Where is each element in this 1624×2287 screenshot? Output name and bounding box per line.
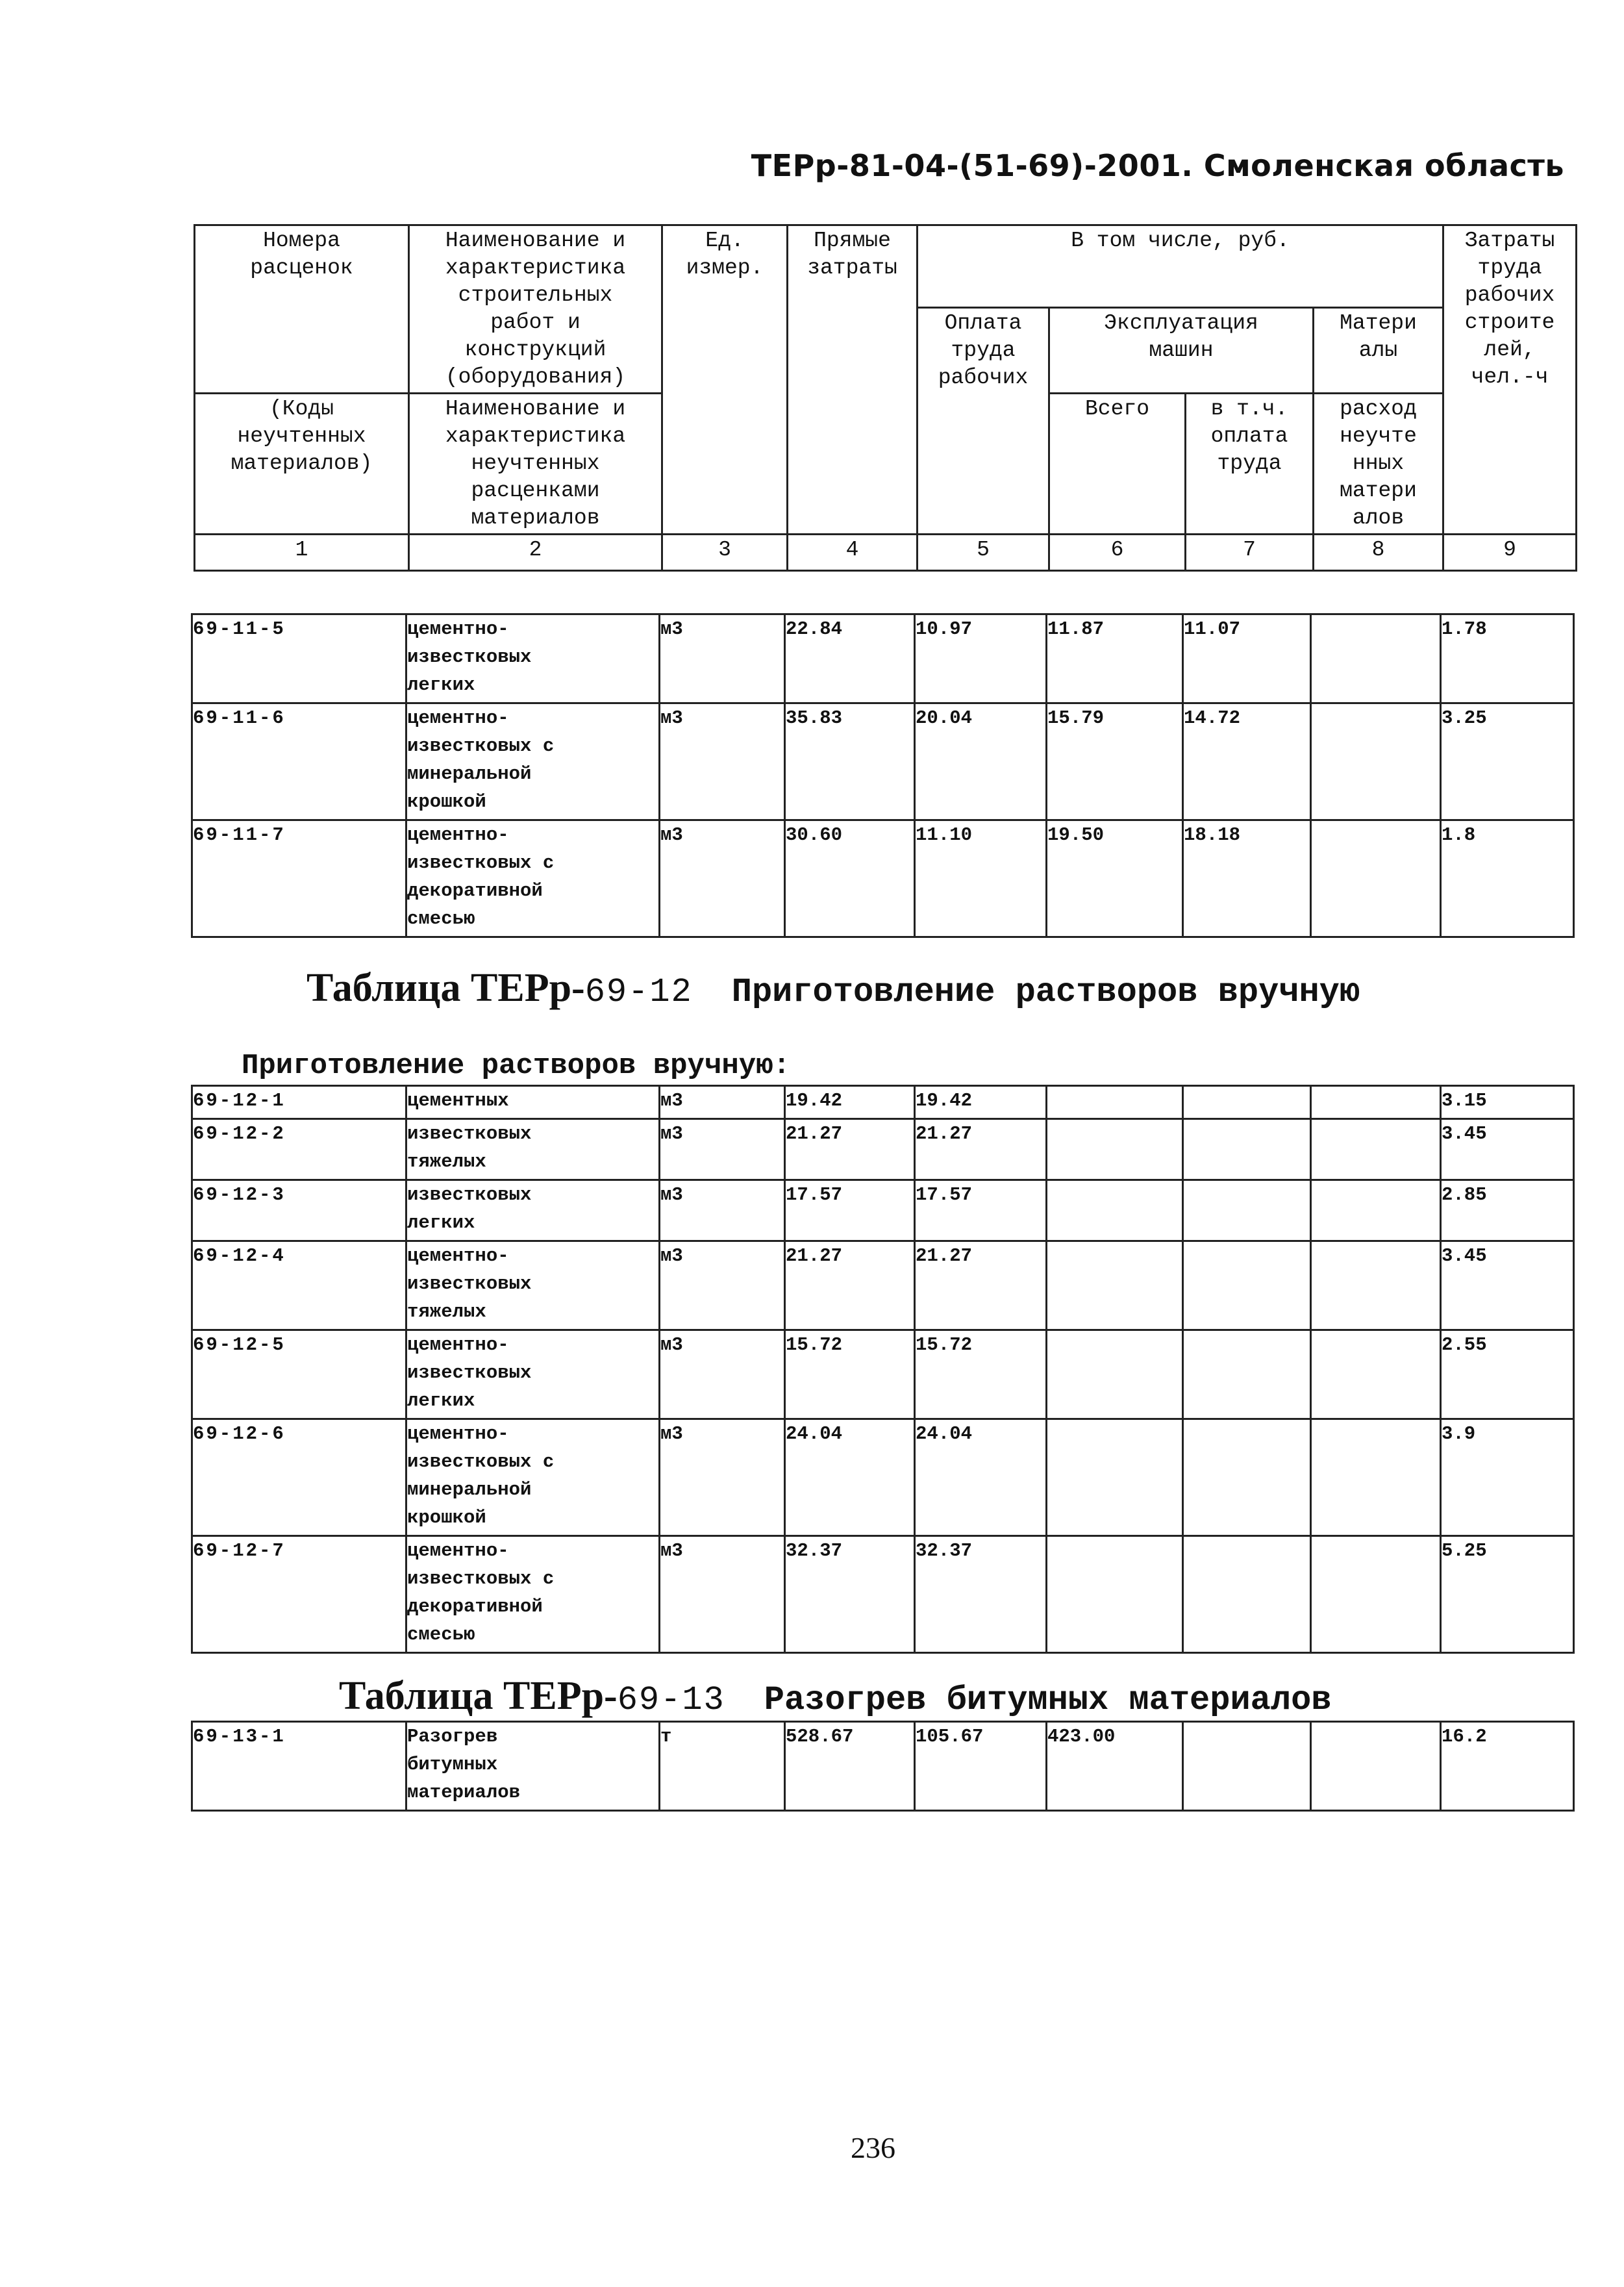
cell-direct: 35.83	[785, 703, 915, 820]
cell-code: 69-12-3	[192, 1180, 406, 1241]
header-machines: Эксплуатация машин	[1049, 308, 1314, 394]
cell-mach-pay: 14.72	[1183, 703, 1311, 820]
cell-mach-pay: 18.18	[1183, 820, 1311, 937]
cell-labor: 3.9	[1441, 1419, 1574, 1536]
cell-unit: м3	[660, 1419, 785, 1536]
column-number: 1	[195, 535, 409, 571]
header-machines-total: Всего	[1049, 394, 1186, 535]
cell-mach: 11.87	[1047, 614, 1183, 703]
cell-mach-pay	[1183, 1419, 1311, 1536]
table-row	[192, 820, 1574, 937]
cell-labor: 1.78	[1441, 614, 1574, 703]
cell-unit: м3	[660, 1119, 785, 1180]
cell-mach	[1047, 1119, 1183, 1180]
cell-labor: 3.25	[1441, 703, 1574, 820]
cell-code: 69-12-6	[192, 1419, 406, 1536]
table-row	[192, 1419, 1574, 1536]
cell-mat	[1311, 1722, 1441, 1811]
cell-direct: 32.37	[785, 1536, 915, 1653]
cell-labor: 1.8	[1441, 820, 1574, 937]
cell-direct: 528.67	[785, 1722, 915, 1811]
header-including: В том числе, руб.	[918, 225, 1443, 308]
cell-mach	[1047, 1330, 1183, 1419]
cell-code: 69-12-7	[192, 1536, 406, 1653]
table-row	[192, 1180, 1574, 1241]
cell-pay: 21.27	[915, 1241, 1047, 1330]
header-labor-pay: Оплата труда рабочих	[918, 308, 1049, 535]
cell-mat	[1311, 703, 1441, 820]
cell-labor: 2.85	[1441, 1180, 1574, 1241]
column-number: 3	[662, 535, 788, 571]
cell-unit: м3	[660, 1330, 785, 1419]
cell-pay: 105.67	[915, 1722, 1047, 1811]
cell-mach-pay	[1183, 1180, 1311, 1241]
cell-mat	[1311, 820, 1441, 937]
cell-direct: 19.42	[785, 1086, 915, 1119]
cell-code: 69-11-7	[192, 820, 406, 937]
cell-mach: 15.79	[1047, 703, 1183, 820]
cell-mach: 423.00	[1047, 1722, 1183, 1811]
table-row	[192, 1241, 1574, 1330]
cell-pay: 15.72	[915, 1330, 1047, 1419]
column-number: 6	[1049, 535, 1186, 571]
document-header: ТЕРр-81-04-(51-69)-2001. Смоленская область	[751, 148, 1564, 183]
cell-pay: 24.04	[915, 1419, 1047, 1536]
cell-direct: 17.57	[785, 1180, 915, 1241]
cell-unit: м3	[660, 703, 785, 820]
header-unit: Ед. измер.	[662, 225, 788, 535]
cell-name: цементно- известковых с декоративной смесью	[406, 1536, 660, 1653]
column-header-table	[194, 224, 1577, 572]
column-number: 7	[1186, 535, 1314, 571]
cell-unit: м3	[660, 820, 785, 937]
cell-unit: т	[660, 1722, 785, 1811]
cell-unit: м3	[660, 614, 785, 703]
table-row	[192, 614, 1574, 703]
cell-mach-pay	[1183, 1536, 1311, 1653]
cell-pay: 32.37	[915, 1536, 1047, 1653]
page-number: 236	[851, 2131, 895, 2164]
header-direct-costs: Прямые затраты	[788, 225, 918, 535]
cell-pay: 11.10	[915, 820, 1047, 937]
table-row	[192, 1086, 1574, 1119]
cell-mat	[1311, 1180, 1441, 1241]
cell-pay: 20.04	[915, 703, 1047, 820]
cell-name: цементных	[406, 1086, 660, 1119]
cell-mach-pay	[1183, 1330, 1311, 1419]
header-code: Номера расценок	[195, 225, 409, 394]
cell-code: 69-12-5	[192, 1330, 406, 1419]
cell-pay: 19.42	[915, 1086, 1047, 1119]
cell-mach-pay	[1183, 1119, 1311, 1180]
cell-name: цементно- известковых с декоративной смесью	[406, 820, 660, 937]
column-number: 4	[788, 535, 918, 571]
table-69-12	[191, 1085, 1575, 1654]
cell-labor: 3.45	[1441, 1241, 1574, 1330]
cell-unit: м3	[660, 1536, 785, 1653]
cell-unit: м3	[660, 1180, 785, 1241]
cell-name: цементно- известковых с минеральной крошкой	[406, 1419, 660, 1536]
cell-name: цементно- известковых легких	[406, 1330, 660, 1419]
cell-name: цементно- известковых легких	[406, 614, 660, 703]
cell-code: 69-12-4	[192, 1241, 406, 1330]
cell-labor: 2.55	[1441, 1330, 1574, 1419]
cell-name: Разогрев битумных материалов	[406, 1722, 660, 1811]
header-code-alt: (Коды неучтенных материалов)	[195, 394, 409, 535]
cell-mach-pay: 11.07	[1183, 614, 1311, 703]
section-subtitle: Приготовление растворов вручную:	[242, 1050, 790, 1082]
cell-unit: м3	[660, 1086, 785, 1119]
header-materials-alt: расход неучте нных матери алов	[1314, 394, 1443, 535]
cell-direct: 15.72	[785, 1330, 915, 1419]
cell-direct: 24.04	[785, 1419, 915, 1536]
cell-mach-pay	[1183, 1086, 1311, 1119]
header-labor-costs: Затраты труда рабочих строите лей, чел.-ч	[1443, 225, 1577, 535]
table-title-69-13: Таблица ТЕРр-69-13 Разогрев битумных материалов	[339, 1674, 1332, 1719]
table-69-11-continued	[191, 613, 1575, 938]
cell-mat	[1311, 1330, 1441, 1419]
cell-labor: 3.45	[1441, 1119, 1574, 1180]
cell-direct: 21.27	[785, 1119, 915, 1180]
cell-mach	[1047, 1419, 1183, 1536]
cell-mat	[1311, 1536, 1441, 1653]
cell-pay: 21.27	[915, 1119, 1047, 1180]
cell-mach-pay	[1183, 1722, 1311, 1811]
cell-code: 69-13-1	[192, 1722, 406, 1811]
column-number: 9	[1443, 535, 1577, 571]
cell-mach	[1047, 1536, 1183, 1653]
cell-direct: 21.27	[785, 1241, 915, 1330]
cell-labor: 16.2	[1441, 1722, 1574, 1811]
header-name-alt: Наименование и характеристика неучтенных расценками материалов	[409, 394, 662, 535]
cell-mach: 19.50	[1047, 820, 1183, 937]
cell-code: 69-12-2	[192, 1119, 406, 1180]
table-title-69-12: Таблица ТЕРр-69-12 Приготовление растворов вручную	[306, 966, 1360, 1011]
cell-pay: 10.97	[915, 614, 1047, 703]
cell-mach	[1047, 1086, 1183, 1119]
cell-code: 69-11-6	[192, 703, 406, 820]
cell-labor: 5.25	[1441, 1536, 1574, 1653]
cell-mach-pay	[1183, 1241, 1311, 1330]
cell-mat	[1311, 614, 1441, 703]
cell-mach	[1047, 1241, 1183, 1330]
cell-name: цементно- известковых с минеральной крошкой	[406, 703, 660, 820]
table-row	[192, 1119, 1574, 1180]
header-machines-pay: в т.ч. оплата труда	[1186, 394, 1314, 535]
column-number: 8	[1314, 535, 1443, 571]
cell-direct: 30.60	[785, 820, 915, 937]
table-row	[192, 1536, 1574, 1653]
cell-mach	[1047, 1180, 1183, 1241]
table-row	[192, 1330, 1574, 1419]
table-row	[192, 1722, 1574, 1811]
header-name: Наименование и характеристика строительных работ и конструкций (оборудования)	[409, 225, 662, 394]
cell-labor: 3.15	[1441, 1086, 1574, 1119]
table-row	[192, 703, 1574, 820]
header-materials: Матери алы	[1314, 308, 1443, 394]
cell-mat	[1311, 1419, 1441, 1536]
cell-unit: м3	[660, 1241, 785, 1330]
cell-mat	[1311, 1119, 1441, 1180]
cell-name: цементно- известковых тяжелых	[406, 1241, 660, 1330]
cell-code: 69-11-5	[192, 614, 406, 703]
cell-direct: 22.84	[785, 614, 915, 703]
cell-pay: 17.57	[915, 1180, 1047, 1241]
cell-mat	[1311, 1086, 1441, 1119]
column-number: 5	[918, 535, 1049, 571]
cell-code: 69-12-1	[192, 1086, 406, 1119]
cell-name: известковых тяжелых	[406, 1119, 660, 1180]
cell-mat	[1311, 1241, 1441, 1330]
table-69-13	[191, 1721, 1575, 1812]
cell-name: известковых легких	[406, 1180, 660, 1241]
column-number: 2	[409, 535, 662, 571]
